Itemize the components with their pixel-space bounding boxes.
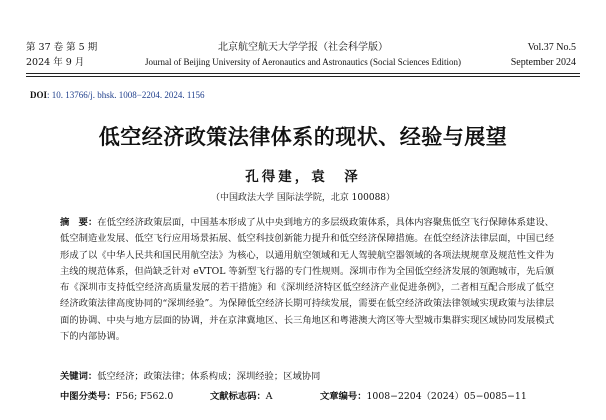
abstract-label: 摘 要：: [60, 217, 98, 228]
clc-label: 中图分类号：: [60, 391, 116, 402]
abstract: [60, 215, 554, 345]
publication-date-en: September 2024: [510, 57, 576, 68]
journal-name-cn: 北京航空航天大学学报（社会科学版）: [218, 42, 388, 53]
clc-block: [60, 388, 210, 402]
header-rule-bottom: [26, 76, 580, 77]
doc-code-value: A: [265, 391, 273, 402]
doi-link[interactable]: : 10. 13766/j. bhsk. 1008−2204. 2024. 1156: [47, 90, 205, 100]
abstract-text: 在低空经济政策层面，中国基本形成了从中央到地方的多层级政策体系，具体内容聚焦低空飞行保障体系建设、低空制造业发展、低空飞行应用场景拓展、低空科技创新能力提升和低空经济保障措施。在低空经济法律层面，中国已经形成了以《中华人民共和国民用航空法》为核心，以通用航空领域和无人驾驶航空器领域的各项法规规章及规范性文件为主线的规范体系，但尚缺乏针对 eVTOL 等新型飞行器的专门性规则。深圳市作为全国低空经济发展的领跑城市，先后颁布《深圳市支持低空经济高质量发展的若干措施》和《深圳经济特区低空经济产业促进条例》，二者相互配合形成了低空经济政策法律高度协同的“深圳经验”。为保障低空经济长期可持续发展，需要在低空经济政策法律领域实现政策与法律层面的协调、中央与地方层面的协调，并在京津冀地区、长三角地区和粤港澳大湾区等大型城市集群实现区域协同发展模式下的内部协调。: [60, 217, 554, 343]
article-number-value: 1008−2204（2024）05−0085−11: [366, 391, 527, 402]
keywords-label: 关键词：: [60, 371, 98, 382]
article-number-label: 文章编号：: [320, 391, 367, 402]
doc-code-label: 文献标志码：: [210, 391, 266, 402]
clc-value: F56; F562.0: [115, 391, 174, 402]
classification-line: [60, 388, 580, 402]
doi-label: DOI: [30, 90, 48, 100]
journal-name-en: Journal of Beijing University of Aeronautics and Astronautics (Social Sciences Edition): [145, 57, 461, 67]
header-rule-top: [26, 73, 580, 74]
authors: 孔得建，袁 泽: [245, 169, 361, 185]
journal-header: [0, 0, 606, 76]
keywords-text: 低空经济；政策法律；体系构成；深圳经验；区域协同: [97, 371, 321, 382]
affiliation: （中国政法大学 国际法学院，北京 100088）: [210, 193, 396, 203]
article-number-block: [320, 388, 527, 402]
keywords: [60, 368, 320, 382]
volume-issue-en: Vol.37 No.5: [527, 42, 576, 53]
volume-issue: 第 37 卷 第 5 期: [26, 42, 98, 53]
doc-code-block: [210, 388, 320, 402]
doi-line: [30, 90, 205, 100]
article-title: 低空经济政策法律体系的现状、经验与展望: [98, 125, 508, 149]
publication-date: 2024 年 9 月: [26, 57, 85, 68]
header-right: [511, 40, 576, 70]
